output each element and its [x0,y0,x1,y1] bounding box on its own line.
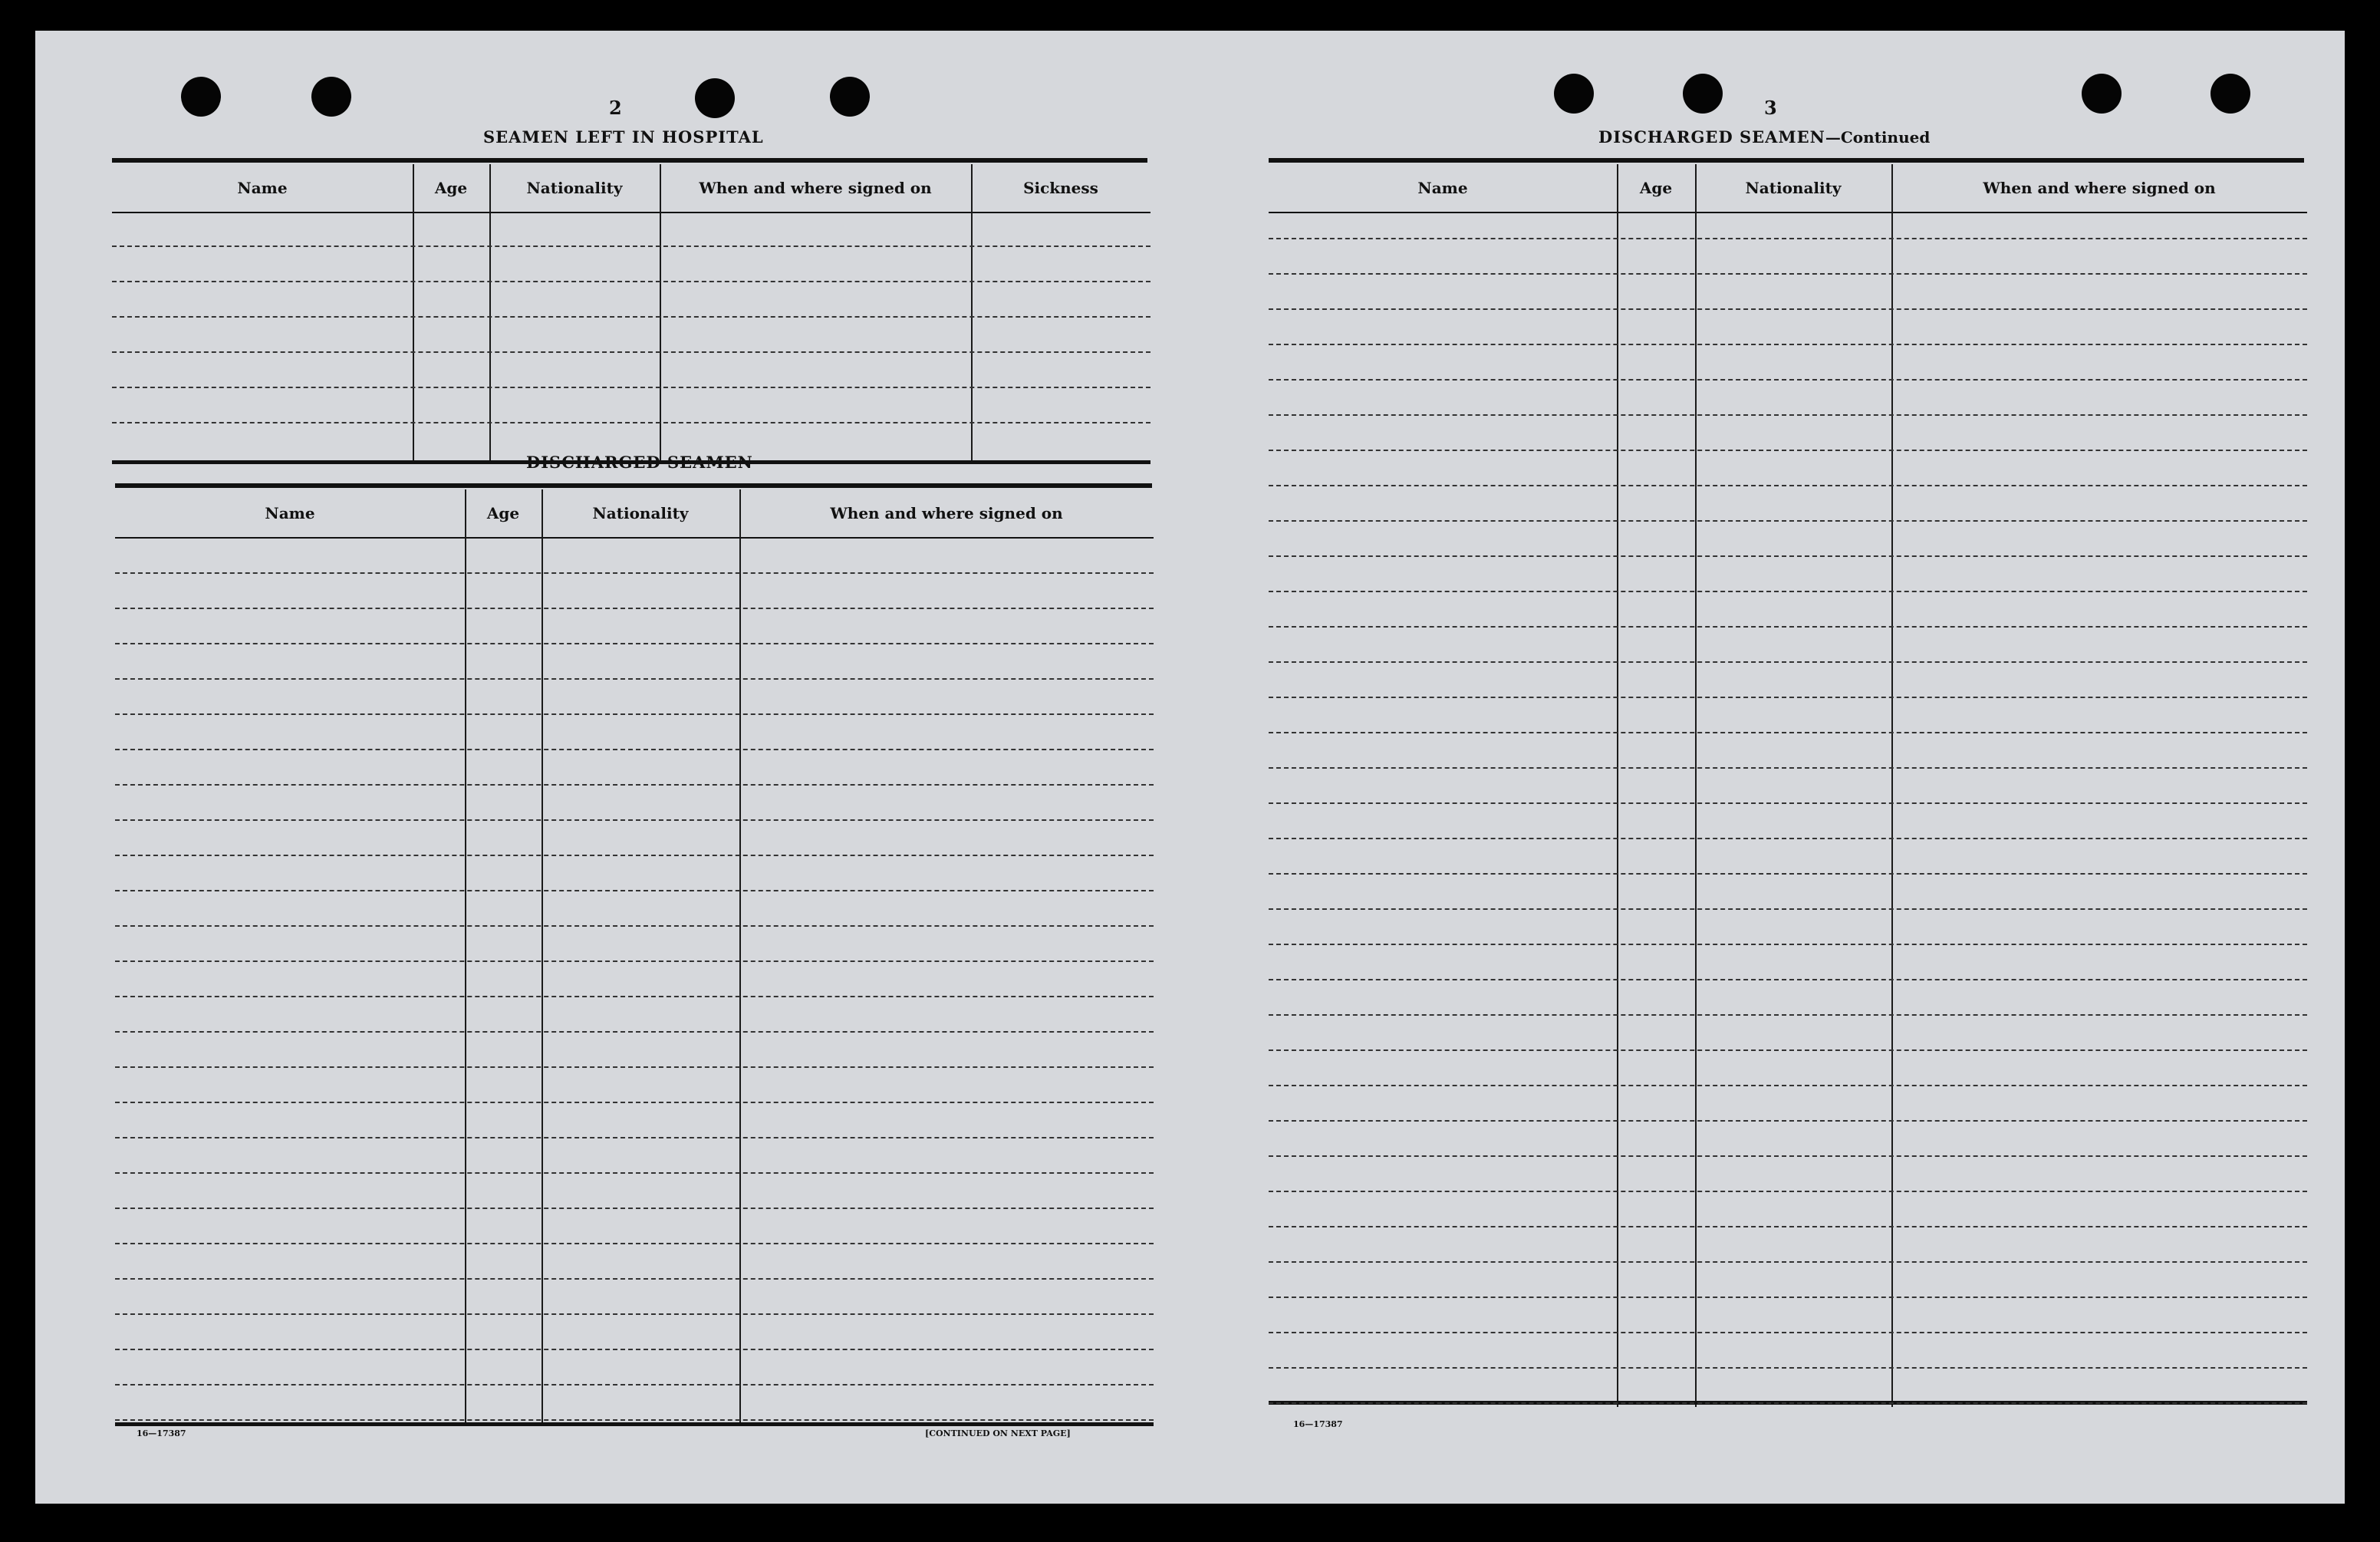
page-number-left: 2 [609,97,622,119]
form-ruled-line [1269,1120,2307,1122]
column-divider [1617,164,1618,1407]
form-ruled-line [115,1172,1154,1174]
form-ruled-line [1269,1226,2307,1227]
column-divider [465,489,466,1424]
form-ruled-line [115,855,1154,856]
form-ruled-line [1269,1085,2307,1086]
form-ruled-line [1269,273,2307,275]
form-ruled-line [1269,1261,2307,1263]
punch-hole [695,78,735,118]
form-ruled-line [1269,697,2307,698]
form-ruled-line [1269,661,2307,663]
form-ruled-line [1269,1402,2307,1404]
continued-top-rule [1269,158,2304,163]
form-ruled-line [112,387,1150,388]
form-ruled-line [1269,1367,2307,1369]
column-divider [1695,164,1697,1407]
discharged-continued-title-main: DISCHARGED SEAMEN [1598,127,1825,147]
form-ruled-line [1269,450,2307,451]
form-ruled-line [115,1243,1154,1244]
form-ruled-line [115,960,1154,962]
form-ruled-line [115,1278,1154,1280]
form-ruled-line [112,422,1150,423]
form-ruled-line [1269,908,2307,910]
hospital-section-title: SEAMEN LEFT IN HOSPITAL [483,127,764,147]
hospital-col-nationality: Nationality [526,179,623,197]
form-number-left: 16—17387 [137,1428,186,1438]
form-ruled-line [112,245,1150,247]
punch-hole [181,77,221,117]
column-divider [489,164,491,462]
punch-hole [1683,74,1723,114]
discharged-col-age: Age [486,504,520,522]
discharged-table [115,489,1154,1424]
discharged-top-rule [115,483,1152,488]
form-ruled-line [115,1313,1154,1315]
form-ruled-line [115,925,1154,927]
form-ruled-line [115,1384,1154,1385]
form-ruled-line [1269,838,2307,839]
form-ruled-line [1269,379,2307,381]
continued-col-signed-on: When and where signed on [1983,179,2216,197]
form-ruled-line [1269,944,2307,945]
continued-table-header [1269,164,2307,213]
hospital-col-age: Age [434,179,468,197]
form-ruled-line [115,643,1154,644]
form-ruled-line [115,678,1154,680]
form-ruled-line [115,1066,1154,1068]
form-ruled-line [1269,1155,2307,1157]
form-ruled-line [1269,520,2307,522]
form-ruled-line [1269,1332,2307,1333]
form-ruled-line [115,1031,1154,1033]
discharged-continued-table [1269,164,2307,1407]
form-ruled-line [115,996,1154,997]
punch-hole [2082,74,2122,114]
discharged-continued-title [1598,127,1930,147]
form-ruled-line [1269,732,2307,733]
continued-col-nationality: Nationality [1745,179,1842,197]
form-ruled-line [112,281,1150,282]
form-ruled-line [115,572,1154,574]
page-number-right: 3 [1764,97,1777,119]
form-ruled-line [112,351,1150,353]
hospital-col-name: Name [237,179,288,197]
form-ruled-line [1269,626,2307,628]
form-ruled-line [1269,238,2307,239]
column-divider [542,489,543,1424]
form-ruled-line [1269,591,2307,592]
form-ruled-line [1269,308,2307,310]
form-ruled-line [1269,485,2307,486]
form-ruled-line [115,1137,1154,1138]
column-divider [971,164,973,462]
form-ruled-line [1269,873,2307,875]
hospital-top-rule [112,158,1147,163]
form-ruled-line [115,1208,1154,1209]
form-ruled-line [1269,1191,2307,1192]
form-ruled-line [112,316,1150,318]
form-ruled-line [1269,1297,2307,1298]
column-divider [739,489,741,1424]
form-ruled-line [115,819,1154,821]
form-number-right: 16—17387 [1293,1419,1343,1429]
form-ruled-line [115,713,1154,715]
punch-hole [830,77,870,117]
punch-hole [1554,74,1594,114]
form-ruled-line [1269,767,2307,769]
form-ruled-line [1269,555,2307,557]
column-divider [1891,164,1893,1407]
continued-col-name: Name [1417,179,1468,197]
continued-col-age: Age [1639,179,1673,197]
column-divider [660,164,661,462]
form-ruled-line [1269,802,2307,804]
punch-hole [311,77,351,117]
form-ruled-line [115,890,1154,891]
discharged-col-signed-on: When and where signed on [830,504,1063,522]
form-ruled-line [1269,414,2307,416]
form-ruled-line [1269,1049,2307,1051]
hospital-table [112,164,1150,462]
form-ruled-line [115,1349,1154,1350]
hospital-col-signed-on: When and where signed on [699,179,932,197]
punch-hole [2210,74,2250,114]
column-divider [413,164,414,462]
document-sheet [35,31,2345,1504]
hospital-col-sickness: Sickness [1023,179,1098,197]
continued-note: [CONTINUED ON NEXT PAGE] [925,1428,1071,1438]
form-ruled-line [115,1419,1154,1421]
discharged-bottom-rule [115,1422,1154,1426]
discharged-section-title: DISCHARGED SEAMEN [526,453,753,472]
form-ruled-line [1269,344,2307,345]
discharged-col-name: Name [265,504,315,522]
form-ruled-line [115,784,1154,786]
discharged-continued-suffix: —Continued [1825,128,1931,147]
form-ruled-line [115,1102,1154,1103]
hospital-table-header [112,164,1150,213]
discharged-table-header [115,489,1154,539]
form-ruled-line [1269,1014,2307,1016]
form-ruled-line [115,608,1154,609]
discharged-col-nationality: Nationality [592,504,689,522]
form-ruled-line [1269,979,2307,980]
form-ruled-line [115,749,1154,750]
